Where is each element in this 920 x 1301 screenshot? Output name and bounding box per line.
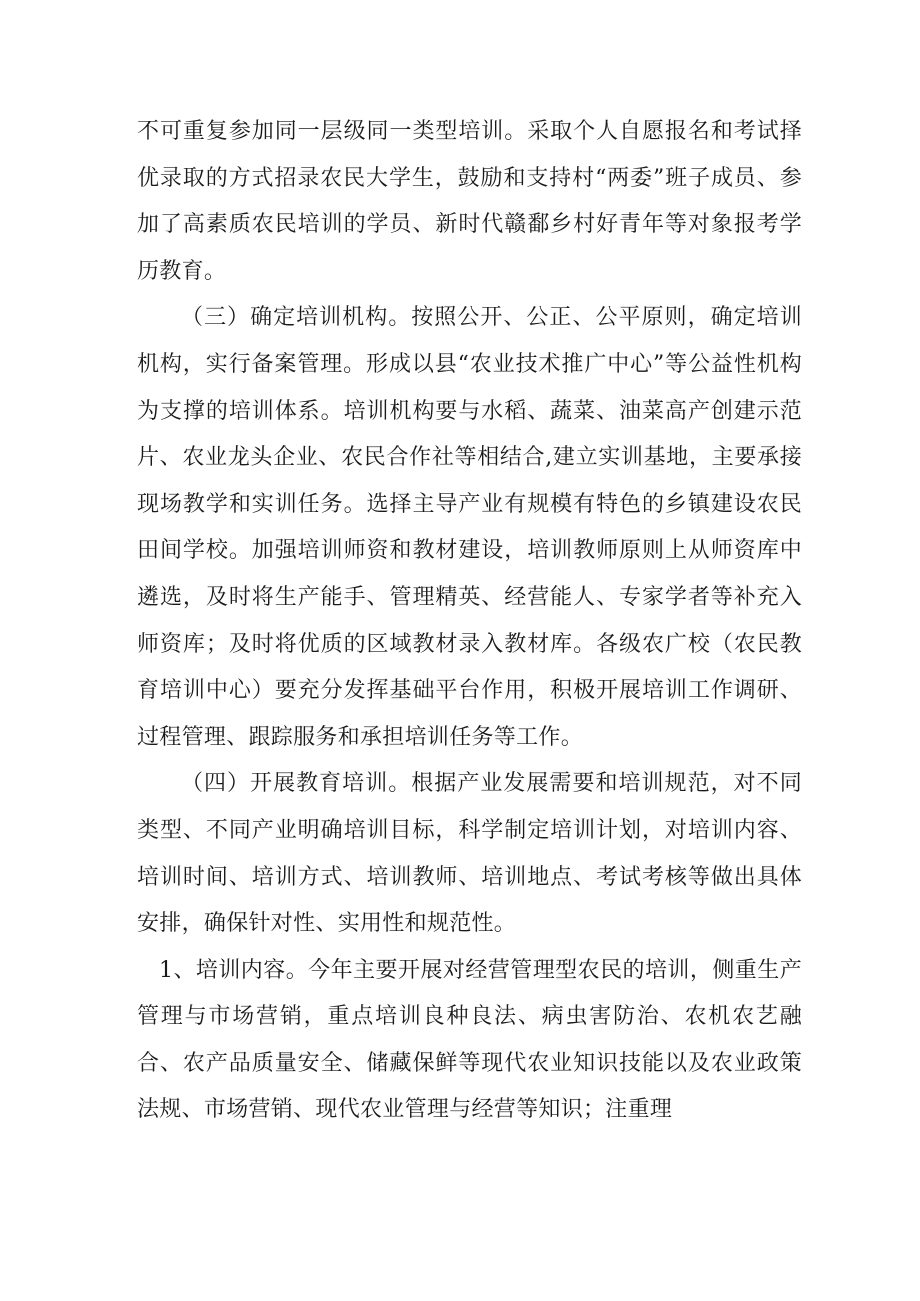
paragraph-section-4: （四）开展教育培训。根据产业发展需要和培训规范，对不同类型、不同产业明确培训目标，科学制定培训计划，对培训内容、培训时间、培训方式、培训教师、培训地点、考试考核等做出具体安排，确保针对性、实用性和规范性。: [137, 771, 802, 937]
document-body: [137, 109, 802, 1134]
paragraph-continuation: 不可重复参加同一层级同一类型培训。采取个人自愿报名和考试择优录取的方式招录农民大学生，鼓励和支持村“两委”班子成员、参加了高素质农民培训的学员、新时代赣鄱乡村好青年等对象报考学历教育。: [137, 119, 802, 284]
paragraph-section-3: （三）确定培训机构。按照公开、公正、公平原则，确定培训机构，实行备案管理。形成以县“农业技术推广中心”等公益性机构为支撑的培训体系。培训机构要与水稻、蔬菜、油菜高产创建示范片、农业龙头企业、农民合作社等相结合,建立实训基地，主要承接现场教学和实训任务。选择主导产业有规模有特色的乡镇建设农民田间学校。加强培训师资和教材建设，培训教师原则上从师资库中遴选，及时将生产能手、管理精英、经营能人、专家学者等补充入师资库；及时将优质的区域教材录入教材库。各级农广校（农民教育培训中心）要充分发挥基础平台作用，积极开展培训工作调研、过程管理、跟踪服务和承担培训任务等工作。: [137, 305, 802, 750]
paragraph-item-1: 1、培训内容。今年主要开展对经营管理型农民的培训，侧重生产管理与市场营销，重点培训良种良法、病虫害防治、农机农艺融合、农产品质量安全、储藏保鲜等现代农业知识技能以及农业政策法规、市场营销、现代农业管理与经营等知识；注重理: [137, 957, 802, 1123]
